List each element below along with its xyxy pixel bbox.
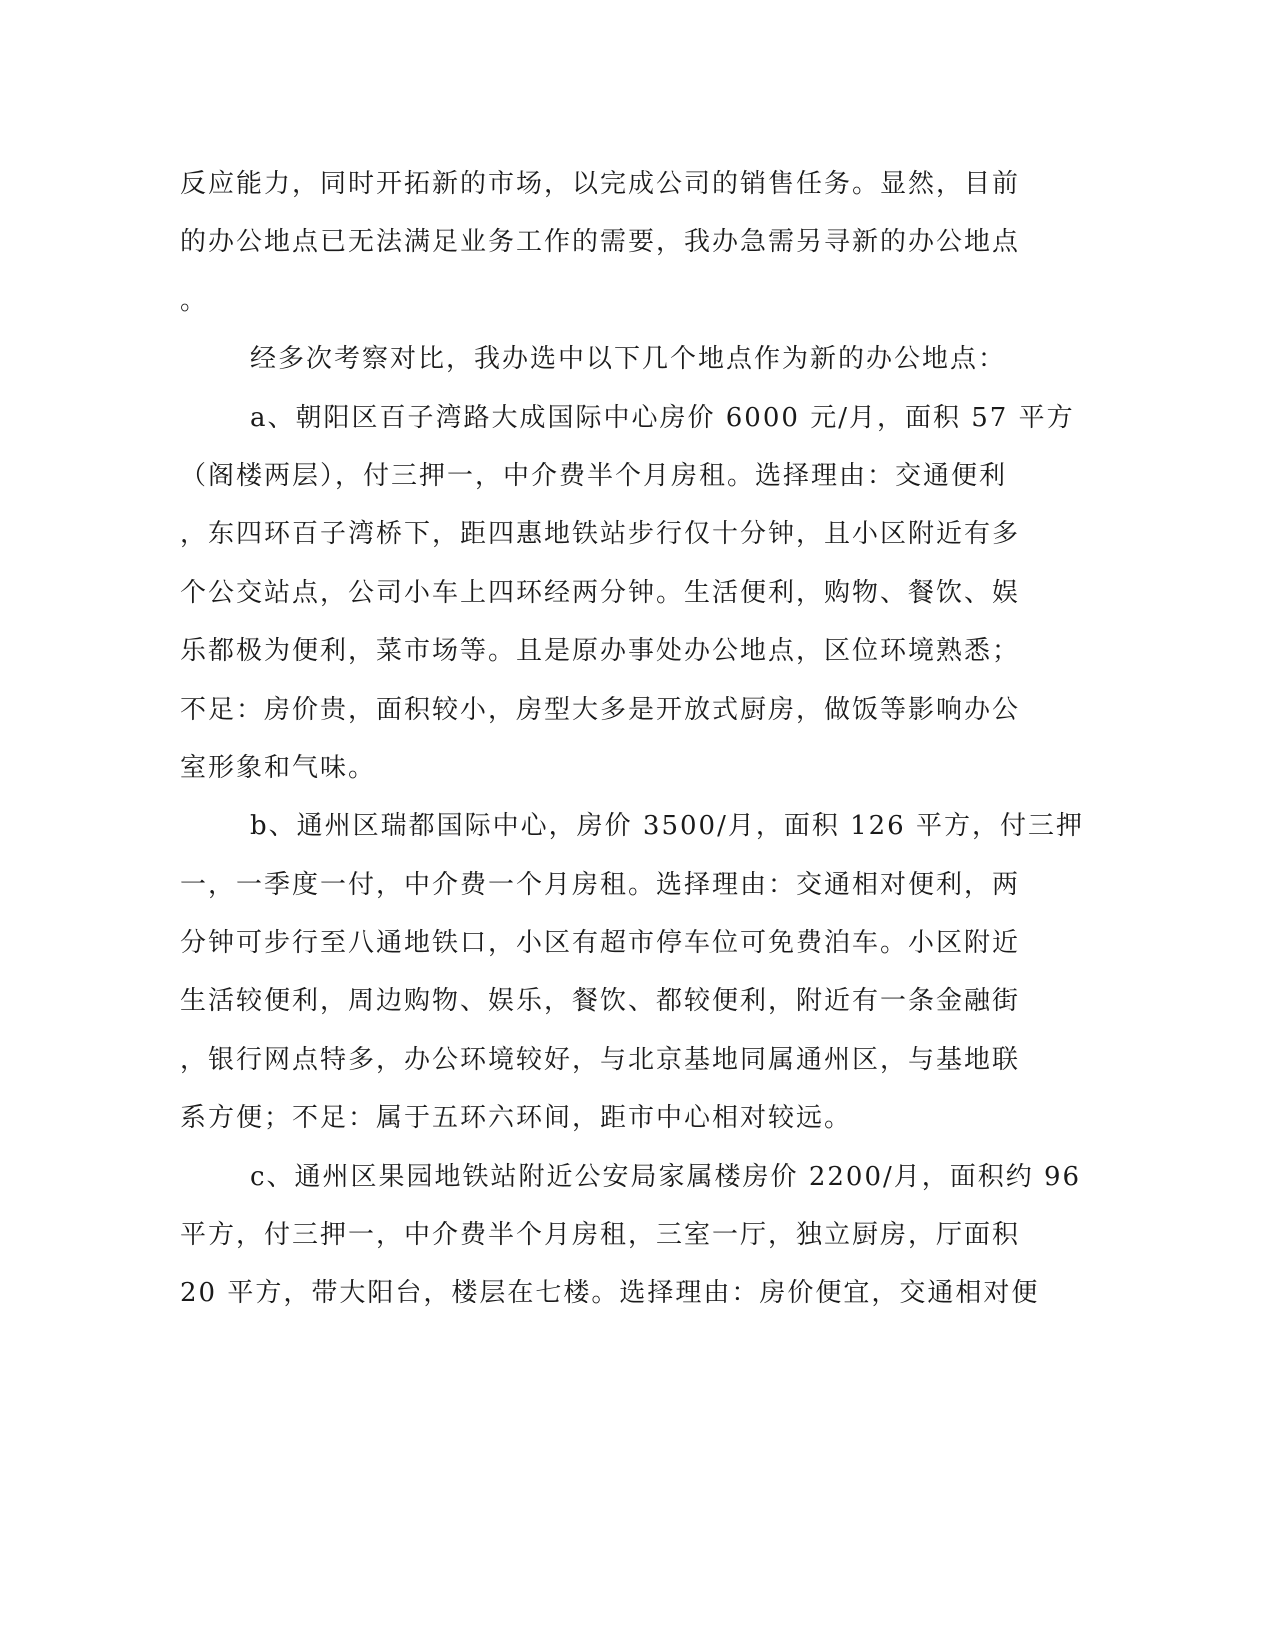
- text-line: 20 平方，带大阳台，楼层在七楼。选择理由：房价便宜，交通相对便: [180, 1278, 1040, 1309]
- text-line: 的办公地点已无法满足业务工作的需要，我办急需另寻新的办公地点: [180, 227, 1021, 258]
- text-line: 个公交站点，公司小车上四环经两分钟。生活便利，购物、餐饮、娱: [180, 577, 1021, 608]
- paragraph-intro: 经多次考察对比，我办选中以下几个地点作为新的办公地点：: [250, 344, 1007, 375]
- text-line: ，东四环百子湾桥下，距四惠地铁站步行仅十分钟，且小区附近有多: [180, 519, 1021, 550]
- text-line: 不足：房价贵，面积较小，房型大多是开放式厨房，做饭等影响办公: [180, 694, 1021, 725]
- text-line: 乐都极为便利，菜市场等。且是原办事处办公地点，区位环境熟悉；: [180, 636, 1021, 667]
- text-line: 系方便；不足：属于五环六环间，距市中心相对较远。: [180, 1103, 853, 1134]
- text-line: ，银行网点特多，办公环境较好，与北京基地同属通州区，与基地联: [180, 1044, 1021, 1075]
- text-line: （阁楼两层），付三押一，中介费半个月房租。选择理由：交通便利: [180, 460, 1008, 491]
- text-line: 生活较便利，周边购物、娱乐，餐饮、都较便利，附近有一条金融街: [180, 986, 1021, 1017]
- text-line: 一，一季度一付，中介费一个月房租。选择理由：交通相对便利，两: [180, 869, 1021, 900]
- text-line: 平方，付三押一，中介费半个月房租，三室一厅，独立厨房，厅面积: [180, 1220, 1021, 1251]
- text-line: 分钟可步行至八通地铁口，小区有超市停车位可免费泊车。小区附近: [180, 928, 1021, 959]
- option-c-heading: c、通州区果园地铁站附近公安局家属楼房价 2200/月，面积约 96: [250, 1161, 1082, 1192]
- body-text: [180, 155, 1084, 1323]
- text-line: 室形象和气味。: [180, 752, 377, 783]
- option-a-heading: a、朝阳区百子湾路大成国际中心房价 6000 元/月，面积 57 平方: [250, 402, 1075, 433]
- option-b-heading: b、通州区瑞都国际中心，房价 3500/月，面积 126 平方，付三押: [250, 811, 1084, 842]
- text-line: 。: [180, 285, 209, 316]
- text-line: 反应能力，同时开拓新的市场，以完成公司的销售任务。显然，目前: [180, 169, 1021, 199]
